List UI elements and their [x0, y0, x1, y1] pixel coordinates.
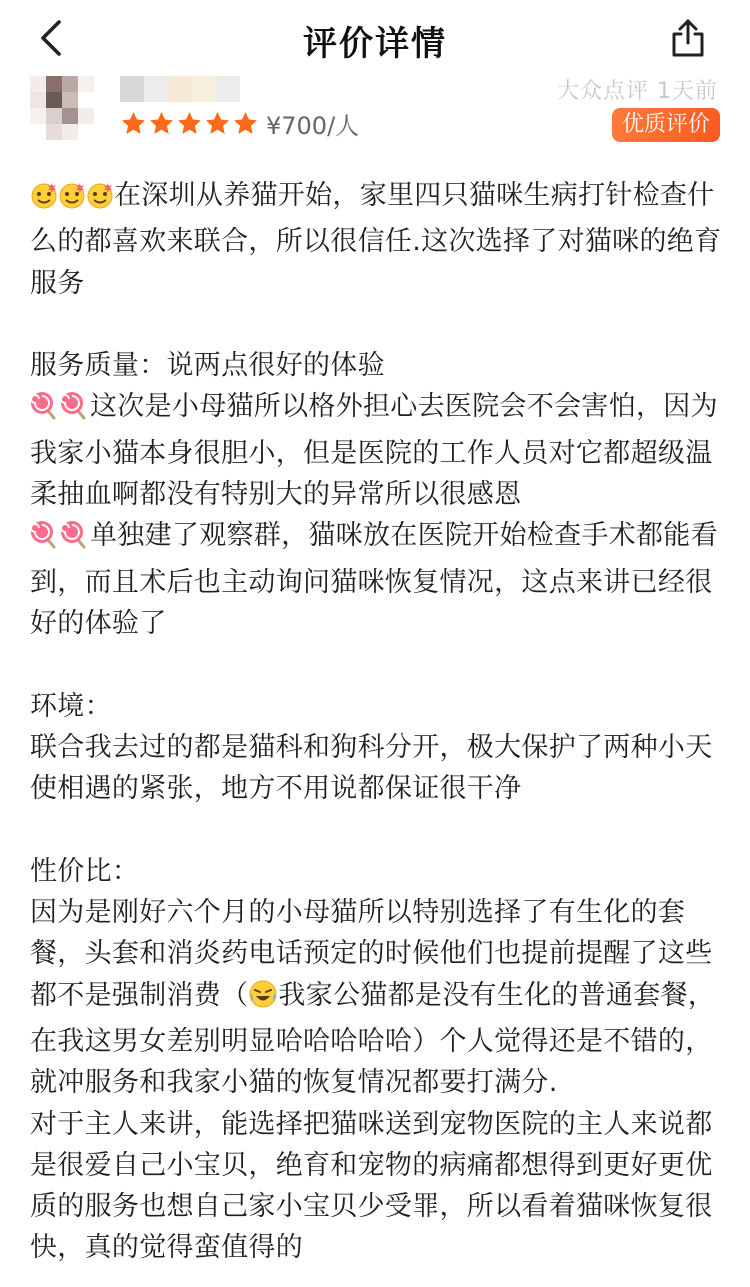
quality-review-badge: 优质评价 — [612, 108, 720, 142]
share-icon — [668, 17, 708, 59]
smiling-face-with-hearts-icon — [86, 180, 114, 221]
review-content — [30, 175, 722, 1269]
avatar[interactable] — [30, 76, 94, 140]
environment-text: 联合我去过的都是猫科和狗科分开，极大保护了两种小天使相遇的紧张，地方不用说都保证很干净 — [30, 731, 713, 805]
value-text-b: 我家公猫都是没有生化的普通套餐，在我这男女差别明显哈哈哈哈哈）个人觉得还是不错的，就冲服务和我家小猫的恢复情况都要打满分. — [30, 979, 716, 1099]
lollipop-icon — [30, 519, 60, 561]
nav-bar — [0, 0, 750, 78]
star-icon — [148, 110, 175, 137]
rating-stars — [120, 110, 259, 137]
reviewer-info — [0, 72, 750, 152]
avatar-mosaic — [30, 76, 94, 140]
value-text-a: 因为是刚好六个月的小母猫所以特别选择了有生化的套餐，头套和消炎药电话预定的时候他们也提前提醒了这些都不是强制消费（ — [30, 897, 713, 1011]
value-heading: 性价比： — [30, 855, 140, 887]
star-icon — [120, 110, 147, 137]
smiling-face-with-hearts-icon — [30, 180, 58, 221]
star-icon — [176, 110, 203, 137]
value-text — [30, 892, 722, 1103]
review-intro — [30, 175, 722, 304]
service-point-2-text: 单独建了观察群，猫咪放在医院开始检查手术都能看到，而且术后也主动询问猫咪恢复情况，这点来讲已经很好的体验了 — [30, 520, 718, 639]
service-point-1 — [30, 386, 722, 515]
owner-text: 对于主人来讲，能选择把猫咪送到宠物医院的主人来说都是很爱自己小宝贝，绝育和宠物的病痛都想得到更好更优质的服务也想自己家小宝贝少受罪，所以看着猫咪恢复很快，真的觉得蛮值得的 — [30, 1108, 713, 1264]
lollipop-icon — [30, 390, 60, 432]
rolling-laughing-icon — [248, 979, 278, 1021]
share-button[interactable] — [664, 14, 712, 62]
username-mosaic[interactable] — [120, 76, 240, 102]
intro-text: 在深圳从养猫开始，家里四只猫咪生病打针检查什么的都喜欢来联合，所以很信任.这次选择了对猫咪的绝育服务 — [30, 180, 722, 299]
review-source-time: 大众点评 1天前 — [557, 79, 718, 104]
service-point-2 — [30, 515, 722, 644]
lollipop-icon — [60, 390, 90, 432]
lollipop-icon — [60, 519, 90, 561]
star-icon — [204, 110, 231, 137]
service-heading: 服务质量：说两点很好的体验 — [30, 350, 385, 382]
page-title: 评价详情 — [303, 24, 447, 64]
service-point-1-text: 这次是小母猫所以格外担心去医院会不会害怕，因为我家小猫本身很胆小，但是医院的工作人员对它都超级温柔抽血啊都没有特别大的异常所以很感恩 — [30, 391, 718, 511]
smiling-face-with-hearts-icon — [58, 180, 86, 221]
star-icon — [232, 110, 259, 137]
environment-heading: 环境： — [30, 690, 112, 722]
price-per-person: ¥700/人 — [266, 112, 360, 140]
